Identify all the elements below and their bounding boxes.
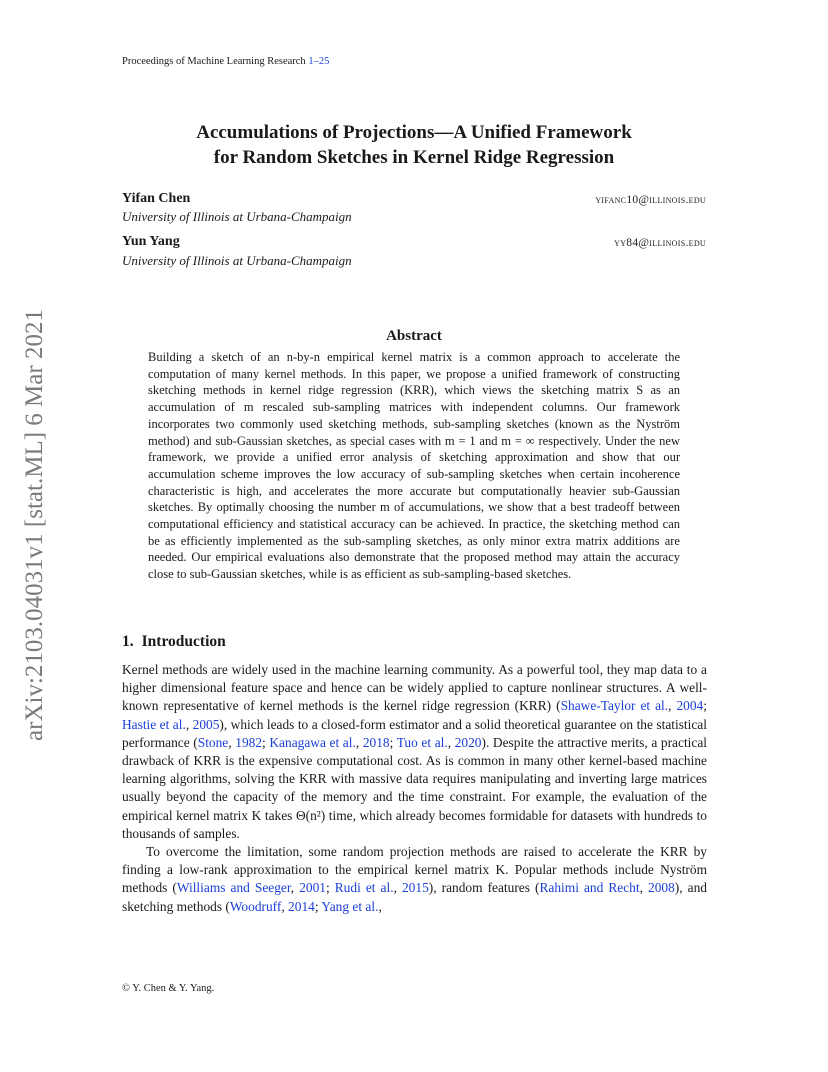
title-line-1: Accumulations of Projections—A Unified Framework — [196, 122, 632, 143]
citation-link[interactable]: Tuo et al. — [396, 734, 448, 750]
text-run: ). Despite the attractive merits, a practical drawback of KRR is the expensive computational cost. As is common in many other kernel-based machine learning algorithms, solving the KRR with massive data requires manipulating and inverting large matrices usually beyond the capacity of the memory and the time constraint. For example, the evaluation of the empirical kernel matrix K takes Θ(n²) time, which already becomes formidable for datasets with hundreds to thousands of samples. — [122, 734, 707, 841]
author-name-1: Yifan Chen — [122, 191, 191, 206]
citation-year-link[interactable]: 2015 — [401, 880, 429, 896]
section-heading-introduction — [122, 633, 226, 651]
citation-year-link[interactable]: 1982 — [235, 734, 263, 750]
section-title: Introduction — [141, 633, 226, 650]
citation-link[interactable]: Woodruff — [229, 898, 282, 914]
introduction-body — [122, 661, 707, 916]
text-run: , — [378, 898, 382, 914]
author-name-2: Yun Yang — [122, 234, 180, 249]
running-header — [122, 56, 329, 67]
citation-link[interactable]: Shawe-Taylor et al. — [560, 698, 669, 714]
copyright-icon: © — [122, 983, 130, 994]
citation-link[interactable]: Rahimi and Recht — [539, 880, 640, 896]
citation-year-link[interactable]: 2004 — [676, 698, 704, 714]
copyright-footer — [122, 983, 214, 994]
citation-link[interactable]: Stone — [197, 734, 229, 750]
text-run: ), random features ( — [428, 880, 540, 896]
text-run: To overcome the limitation, some random projection methods are raised to accelerate the KRR by finding a low-rank approximation to the empirical kernel matrix K. Popular methods include Nyström methods ( — [122, 844, 707, 896]
citation-year-link[interactable]: 2008 — [648, 880, 675, 896]
page-range-link[interactable]: 1–25 — [308, 56, 330, 67]
author-affiliation-2: University of Illinois at Urbana-Champaign — [122, 253, 352, 268]
citation-year-link[interactable]: 2005 — [192, 716, 220, 732]
citation-link[interactable]: Kanagawa et al. — [269, 734, 356, 750]
text-run: Kernel methods are widely used in the machine learning community. As a powerful tool, they map data to a higher dimensional feature space and hence can be widely applied to capture nonlinear structures. A well-known representative of kernel methods is the kernel ridge regression (KRR) ( — [122, 662, 707, 714]
citation-year-link[interactable]: 2001 — [299, 880, 326, 896]
citation-year-link[interactable]: 2018 — [362, 734, 390, 750]
citation-year-link[interactable]: 2020 — [454, 734, 482, 750]
author-affiliation-1: University of Illinois at Urbana-Champaign — [122, 209, 352, 224]
journal-name: Proceedings of Machine Learning Research — [122, 56, 306, 67]
text-run: ), and sketching methods ( — [122, 880, 707, 914]
paper-title — [0, 120, 828, 170]
citation-link[interactable]: Rudi et al. — [334, 880, 394, 896]
intro-paragraph-2: To overcome the limitation, some random projection methods are raised to accelerate the KRR by finding a low-rank approximation to the empirical kernel matrix K. Popular methods include Nyström methods (Williams and Seeger, 2001; Rudi et al., 2015), random features (Rahimi and Recht, 2008), and sketching methods (Woodruff, 2014; Yang et al., — [122, 844, 707, 914]
text-run: ), which leads to a closed-form estimator and a solid theoretical guarantee on the statistical performance ( — [122, 716, 707, 750]
arxiv-stamp — [18, 290, 52, 760]
author-email-2: yy84@illinois.edu — [614, 237, 706, 249]
citation-link[interactable]: Hastie et al. — [122, 716, 186, 732]
copyright-text: Y. Chen & Y. Yang. — [132, 983, 215, 994]
intro-paragraph-1: Kernel methods are widely used in the machine learning community. As a powerful tool, they map data to a higher dimensional feature space and hence can be widely applied to capture nonlinear structures. A well-known representative of kernel methods is the kernel ridge regression (KRR) (Shawe-Taylor et al., 2004; Hastie et al., 2005), which leads to a closed-form estimator and a solid theoretical guarantee on the statistical performance (Stone, 1982; Kanagawa et al., 2018; Tuo et al., 2020). Despite the attractive merits, a practical drawback of KRR is the expensive computational cost. As is common in many other kernel-based machine learning algorithms, solving the KRR with massive data requires manipulating and inverting large matrices usually beyond the capacity of the memory and the time constraint. For example, the evaluation of the empirical kernel matrix K takes Θ(n²) time, which already becomes formidable for datasets with hundreds to thousands of samples. — [122, 662, 707, 841]
title-line-2: for Random Sketches in Kernel Ridge Regression — [213, 147, 615, 168]
citation-link[interactable]: Williams and Seeger — [176, 880, 291, 896]
abstract-text: Building a sketch of an n-by-n empirical kernel matrix is a common approach to accelerate the computation of many kernel methods. In this paper, we propose a unified framework of constructing sketching methods in kernel ridge regression (KRR), which views the sketching matrix S as an accumulation of m rescaled sub-sampling matrices with independent columns. Our framework incorporates two commonly used sketching methods, sub-sampling sketches (known as the Nyström method) and sub-Gaussian sketches, as special cases with m = 1 and m = ∞ respectively. Under the new framework, we provide a unified error analysis of sketching approximation and show that our accumulation scheme improves the low accuracy of sub-sampling sketches when certain incoherence characteristic is high, and accelerates the more accurate but computationally heavier sub-Gaussian sketches. By optimally choosing the number m of accumulations, we show that a best tradeoff between computational efficiency and statistical accuracy can be achieved. In practice, the sketching method can be as efficiently implemented as the sub-sampling sketches, as only minor extra matrix additions are needed. Our empirical evaluations also demonstrate that the proposed method may attain the accuracy close to sub-Gaussian sketches, while is as efficient as sub-sampling-based sketches. — [148, 350, 680, 582]
arxiv-stamp-text: arXiv:2103.04031v1 [stat.ML] 6 Mar 2021 — [21, 309, 48, 741]
section-number: 1. — [122, 633, 134, 650]
abstract-heading: Abstract — [386, 328, 442, 344]
citation-link[interactable]: Yang et al. — [321, 898, 379, 914]
citation-year-link[interactable]: 2014 — [288, 898, 315, 914]
author-email-1: yifanc10@illinois.edu — [595, 194, 706, 206]
